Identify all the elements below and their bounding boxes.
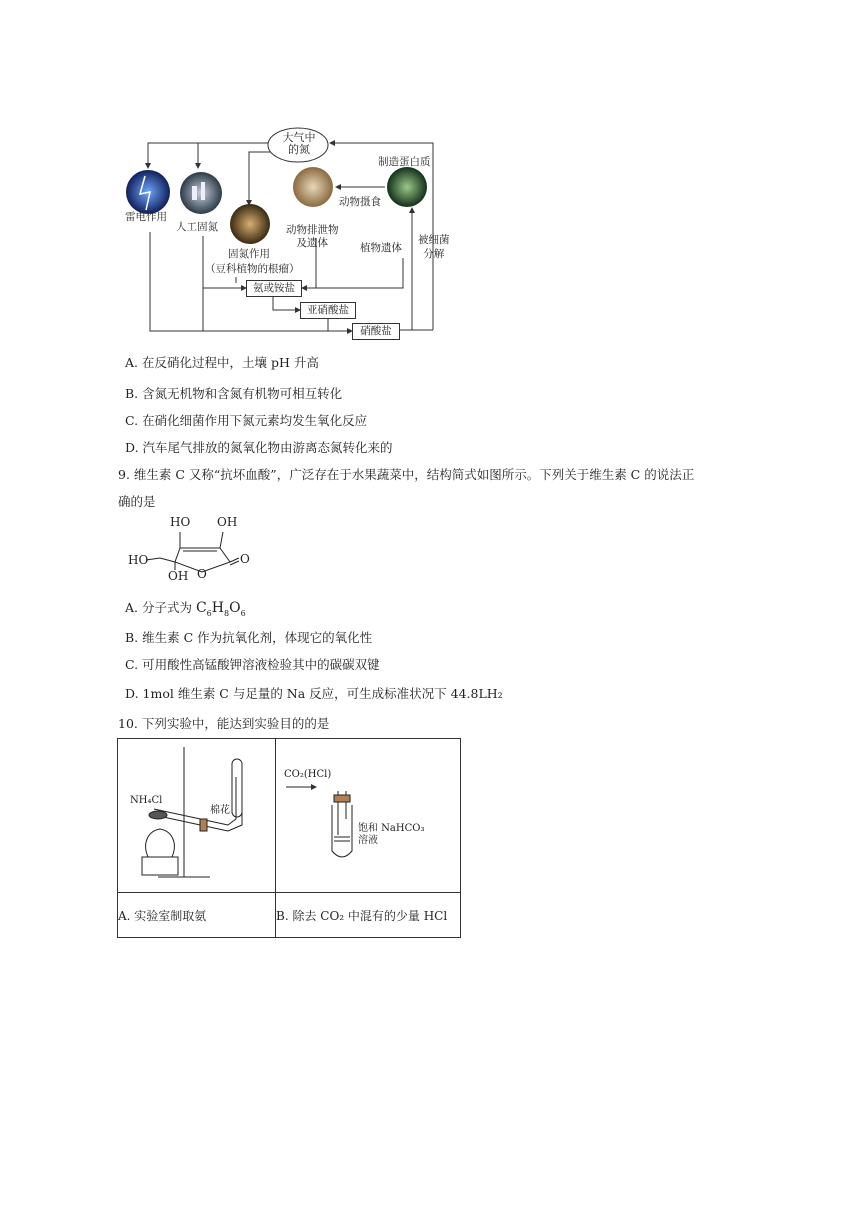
bacteria-label [418,233,450,261]
vc-ho-left: HO [128,553,149,567]
solution-line1: 饱和 NaHCO₃ [358,823,425,834]
ammonia-apparatus [118,739,275,892]
animal-intake-label: 动物摄食 [339,196,381,208]
animal-image [293,167,333,207]
cell-a-figure [118,739,276,893]
cell-a-caption: A. 实验室制取氨 [118,893,276,938]
cell-b-caption: B. 除去 CO₂ 中混有的少量 HCl [276,893,461,938]
nitrogen-cycle-diagram [0,0,867,345]
formula-c: C [195,600,207,616]
ammonia-box: 氨或铵盐 [246,280,302,297]
q8-option-c: C. 在硝化细菌作用下氮元素均发生氧化反应 [125,413,368,428]
lightning-label: 雷电作用 [125,211,167,223]
vc-ho-top: HO [170,515,191,529]
q8-option-a: A. 在反硝化过程中，土壤 pH 升高 [125,355,319,370]
fixation-sub-label: （豆科植物的根瘤） [205,263,300,275]
formula-o: O [229,600,241,616]
washing-bottle-apparatus [276,739,460,892]
q9-option-c: C. 可用酸性高锰酸钾溶液检验其中的碳碳双键 [125,657,380,672]
formula-h-count: 8 [223,608,230,618]
formula-o-count: 6 [240,608,246,618]
atmosphere-line1: 大气中 [282,131,316,144]
fixation-label: 固氮作用 [228,248,270,260]
cell-b-figure [276,739,461,893]
vc-oh-bottom: OH [168,569,189,583]
cotton-label: 棉花 [210,805,230,816]
q9-stem-line2: 确的是 [118,494,156,509]
vc-o-ring: O [197,567,207,581]
protein-label: 制造蛋白质 [378,156,431,168]
q10-stem: 10. 下列实验中，能达到实验目的的是 [118,716,330,731]
vc-oh-top: OH [217,515,238,529]
atmosphere-line2: 的氮 [288,143,310,156]
bacteria-line1: 被细菌 [418,234,450,246]
animal-excretion-label [286,224,339,250]
formula-c-count: 6 [206,608,212,618]
root-nodule-image [230,204,270,244]
animal-excretion-line1: 动物排泄物 [286,224,339,236]
bacteria-line2: 分解 [423,248,445,260]
gas-label: CO₂(HCl) [284,769,332,780]
animal-excretion-line2: 及遗体 [296,237,328,249]
q9-option-a-prefix: A. 分子式为 [125,600,196,615]
artificial-fixation-label: 人工固氮 [176,221,218,233]
solution-label [358,823,424,847]
q9-option-d: D. 1mol 维生素 C 与足量的 Na 反应，可生成标准状况下 44.8LH₂ [125,686,503,701]
solution-line2: 溶液 [358,835,378,846]
atmosphere-label [280,132,318,156]
formula-h: H [211,600,224,616]
nitrite-box: 亚硝酸盐 [300,302,356,319]
nitrate-box: 硝酸盐 [352,323,400,340]
q9-stem-line1: 9. 维生素 C 又称“抗坏血酸”，广泛存在于水果蔬菜中，结构简式如图所示。下列关于维生素 C 的说法正 [118,467,695,482]
q8-option-b: B. 含氮无机物和含氮有机物可相互转化 [125,386,343,401]
vc-o-carbonyl: O [240,552,250,566]
q10-table [117,738,461,938]
q9-option-a [125,598,246,618]
plant-image [387,167,427,207]
q8-option-d: D. 汽车尾气排放的氮氧化物由游离态氮转化来的 [125,440,393,455]
q9-option-b: B. 维生素 C 作为抗氧化剂，体现它的氧化性 [125,630,373,645]
plant-remains-label: 植物遗体 [360,242,402,254]
nh4cl-label: NH₄Cl [130,795,163,806]
